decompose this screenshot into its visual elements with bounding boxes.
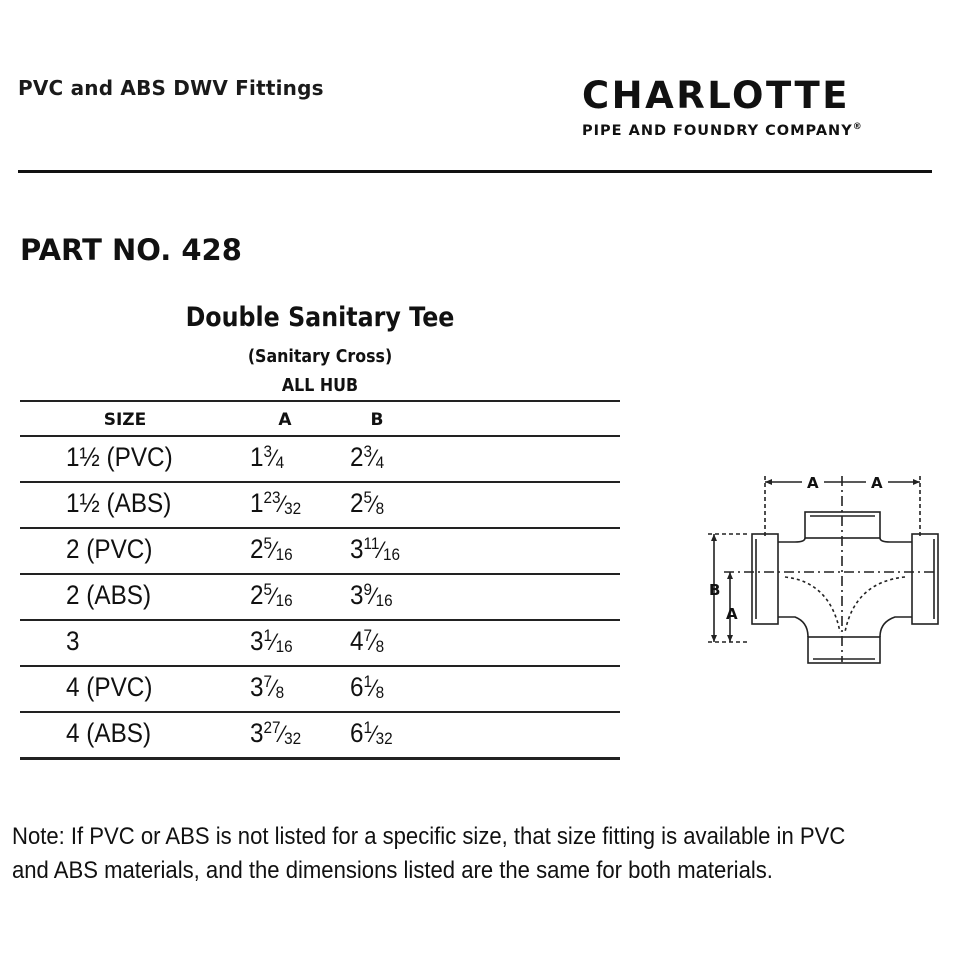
cell-size: 1½ (PVC) [66,442,173,472]
dim-label-a-right: A [871,474,883,492]
fraction-denominator: 16 [275,591,293,610]
fraction-whole: 2 [350,488,364,518]
brand-logo [582,76,934,140]
fraction-numerator: 1 [263,626,273,645]
table-subtitle: (Sanitary Cross) [247,346,393,367]
cell-dimension-a: $1^{23}⁄_{32}$ [250,488,302,518]
fraction-numerator: 1 [363,718,373,737]
cell-size: 2 (PVC) [66,534,153,564]
column-header-size: SIZE [103,410,147,430]
cell-dimension-a: $3^1⁄_{16}$ [250,626,293,656]
dim-label-a-side: A [726,605,738,623]
cell-dimension-b: $4^7⁄_8$ [350,626,385,656]
fraction-whole: 3 [250,626,264,656]
fraction-denominator: 4 [375,453,385,472]
cell-size: 3 [66,626,80,656]
table-rule [20,400,620,402]
brand-subtitle-text: PIPE AND FOUNDRY COMPANY [582,122,853,139]
fraction-denominator: 16 [383,545,401,564]
fraction-numerator: 3 [363,442,373,461]
table-rule [20,757,620,760]
cell-dimension-b: $3^9⁄_{16}$ [350,580,393,610]
cell-dimension-a: $2^5⁄_{16}$ [250,580,293,610]
cell-size: 4 (ABS) [66,718,152,748]
fraction-denominator: 16 [375,591,393,610]
cell-dimension-a: $2^5⁄_{16}$ [250,534,293,564]
fraction-numerator: 5 [263,534,273,553]
table-rule [20,527,620,529]
header-divider [18,170,932,173]
table-rule [20,711,620,713]
table-title: Double Sanitary Tee [185,302,455,333]
fraction-numerator: 5 [263,580,273,599]
fraction-denominator: 8 [375,499,385,518]
cell-dimension-b: $6^1⁄_{32}$ [350,718,393,748]
table-subtitle-hub: ALL HUB [281,375,359,396]
dim-label-a-left: A [807,474,819,492]
brand-name: CHARLOTTE [582,74,851,117]
column-header-a: A [278,410,292,430]
fraction-denominator: 8 [375,683,385,702]
cell-dimension-b: $3^{11}⁄_{16}$ [350,534,401,564]
fraction-whole: 3 [250,672,264,702]
cell-size: 4 (PVC) [66,672,153,702]
cell-size: 2 (ABS) [66,580,152,610]
table-rule [20,665,620,667]
column-header-b: B [370,410,384,430]
fraction-denominator: 32 [375,729,393,748]
cell-dimension-a: $3^7⁄_8$ [250,672,285,702]
fraction-numerator: 23 [263,488,281,507]
fraction-numerator: 5 [363,488,373,507]
fraction-whole: 6 [350,718,364,748]
fraction-denominator: 8 [275,683,285,702]
fraction-numerator: 11 [363,534,380,553]
table-rule [20,573,620,575]
cell-dimension-b: $6^1⁄_8$ [350,672,385,702]
fraction-whole: 2 [350,442,364,472]
fraction-denominator: 8 [375,637,385,656]
cell-dimension-b: $2^3⁄_4$ [350,442,385,472]
table-rule [20,481,620,483]
fraction-numerator: 1 [363,672,373,691]
fraction-whole: 1 [250,442,264,472]
fraction-denominator: 16 [275,545,293,564]
fraction-numerator: 9 [363,580,373,599]
fraction-denominator: 32 [284,499,302,518]
fraction-whole: 1 [250,488,264,518]
cell-dimension-b: $2^5⁄_8$ [350,488,385,518]
fraction-whole: 4 [350,626,364,656]
section-title: PVC and ABS DWV Fittings [18,76,324,100]
fraction-denominator: 16 [275,637,293,656]
cell-dimension-a: $1^3⁄_4$ [250,442,285,472]
fraction-whole: 2 [250,580,264,610]
fraction-whole: 3 [350,534,364,564]
table-rule [20,435,620,437]
fraction-whole: 3 [250,718,264,748]
fraction-whole: 6 [350,672,364,702]
fraction-denominator: 32 [284,729,302,748]
fraction-numerator: 3 [263,442,273,461]
fraction-whole: 2 [250,534,264,564]
sanitary-cross-diagram [690,462,950,672]
fraction-denominator: 4 [275,453,285,472]
fraction-numerator: 7 [363,626,373,645]
registered-mark: ® [852,122,863,132]
dim-label-b: B [709,581,721,599]
table-rule [20,619,620,621]
cell-dimension-a: $3^{27}⁄_{32}$ [250,718,302,748]
part-number: PART NO. 428 [20,233,242,267]
note-text: Note: If PVC or ABS is not listed for a specific size, that size fitting is available in PVC and ABS materials, and the dimensions listed are the same for both materials. [12,823,846,884]
brand-subtitle [582,118,934,140]
fraction-numerator: 27 [263,718,281,737]
cell-size: 1½ (ABS) [66,488,172,518]
fraction-numerator: 7 [263,672,273,691]
fraction-whole: 3 [350,580,364,610]
